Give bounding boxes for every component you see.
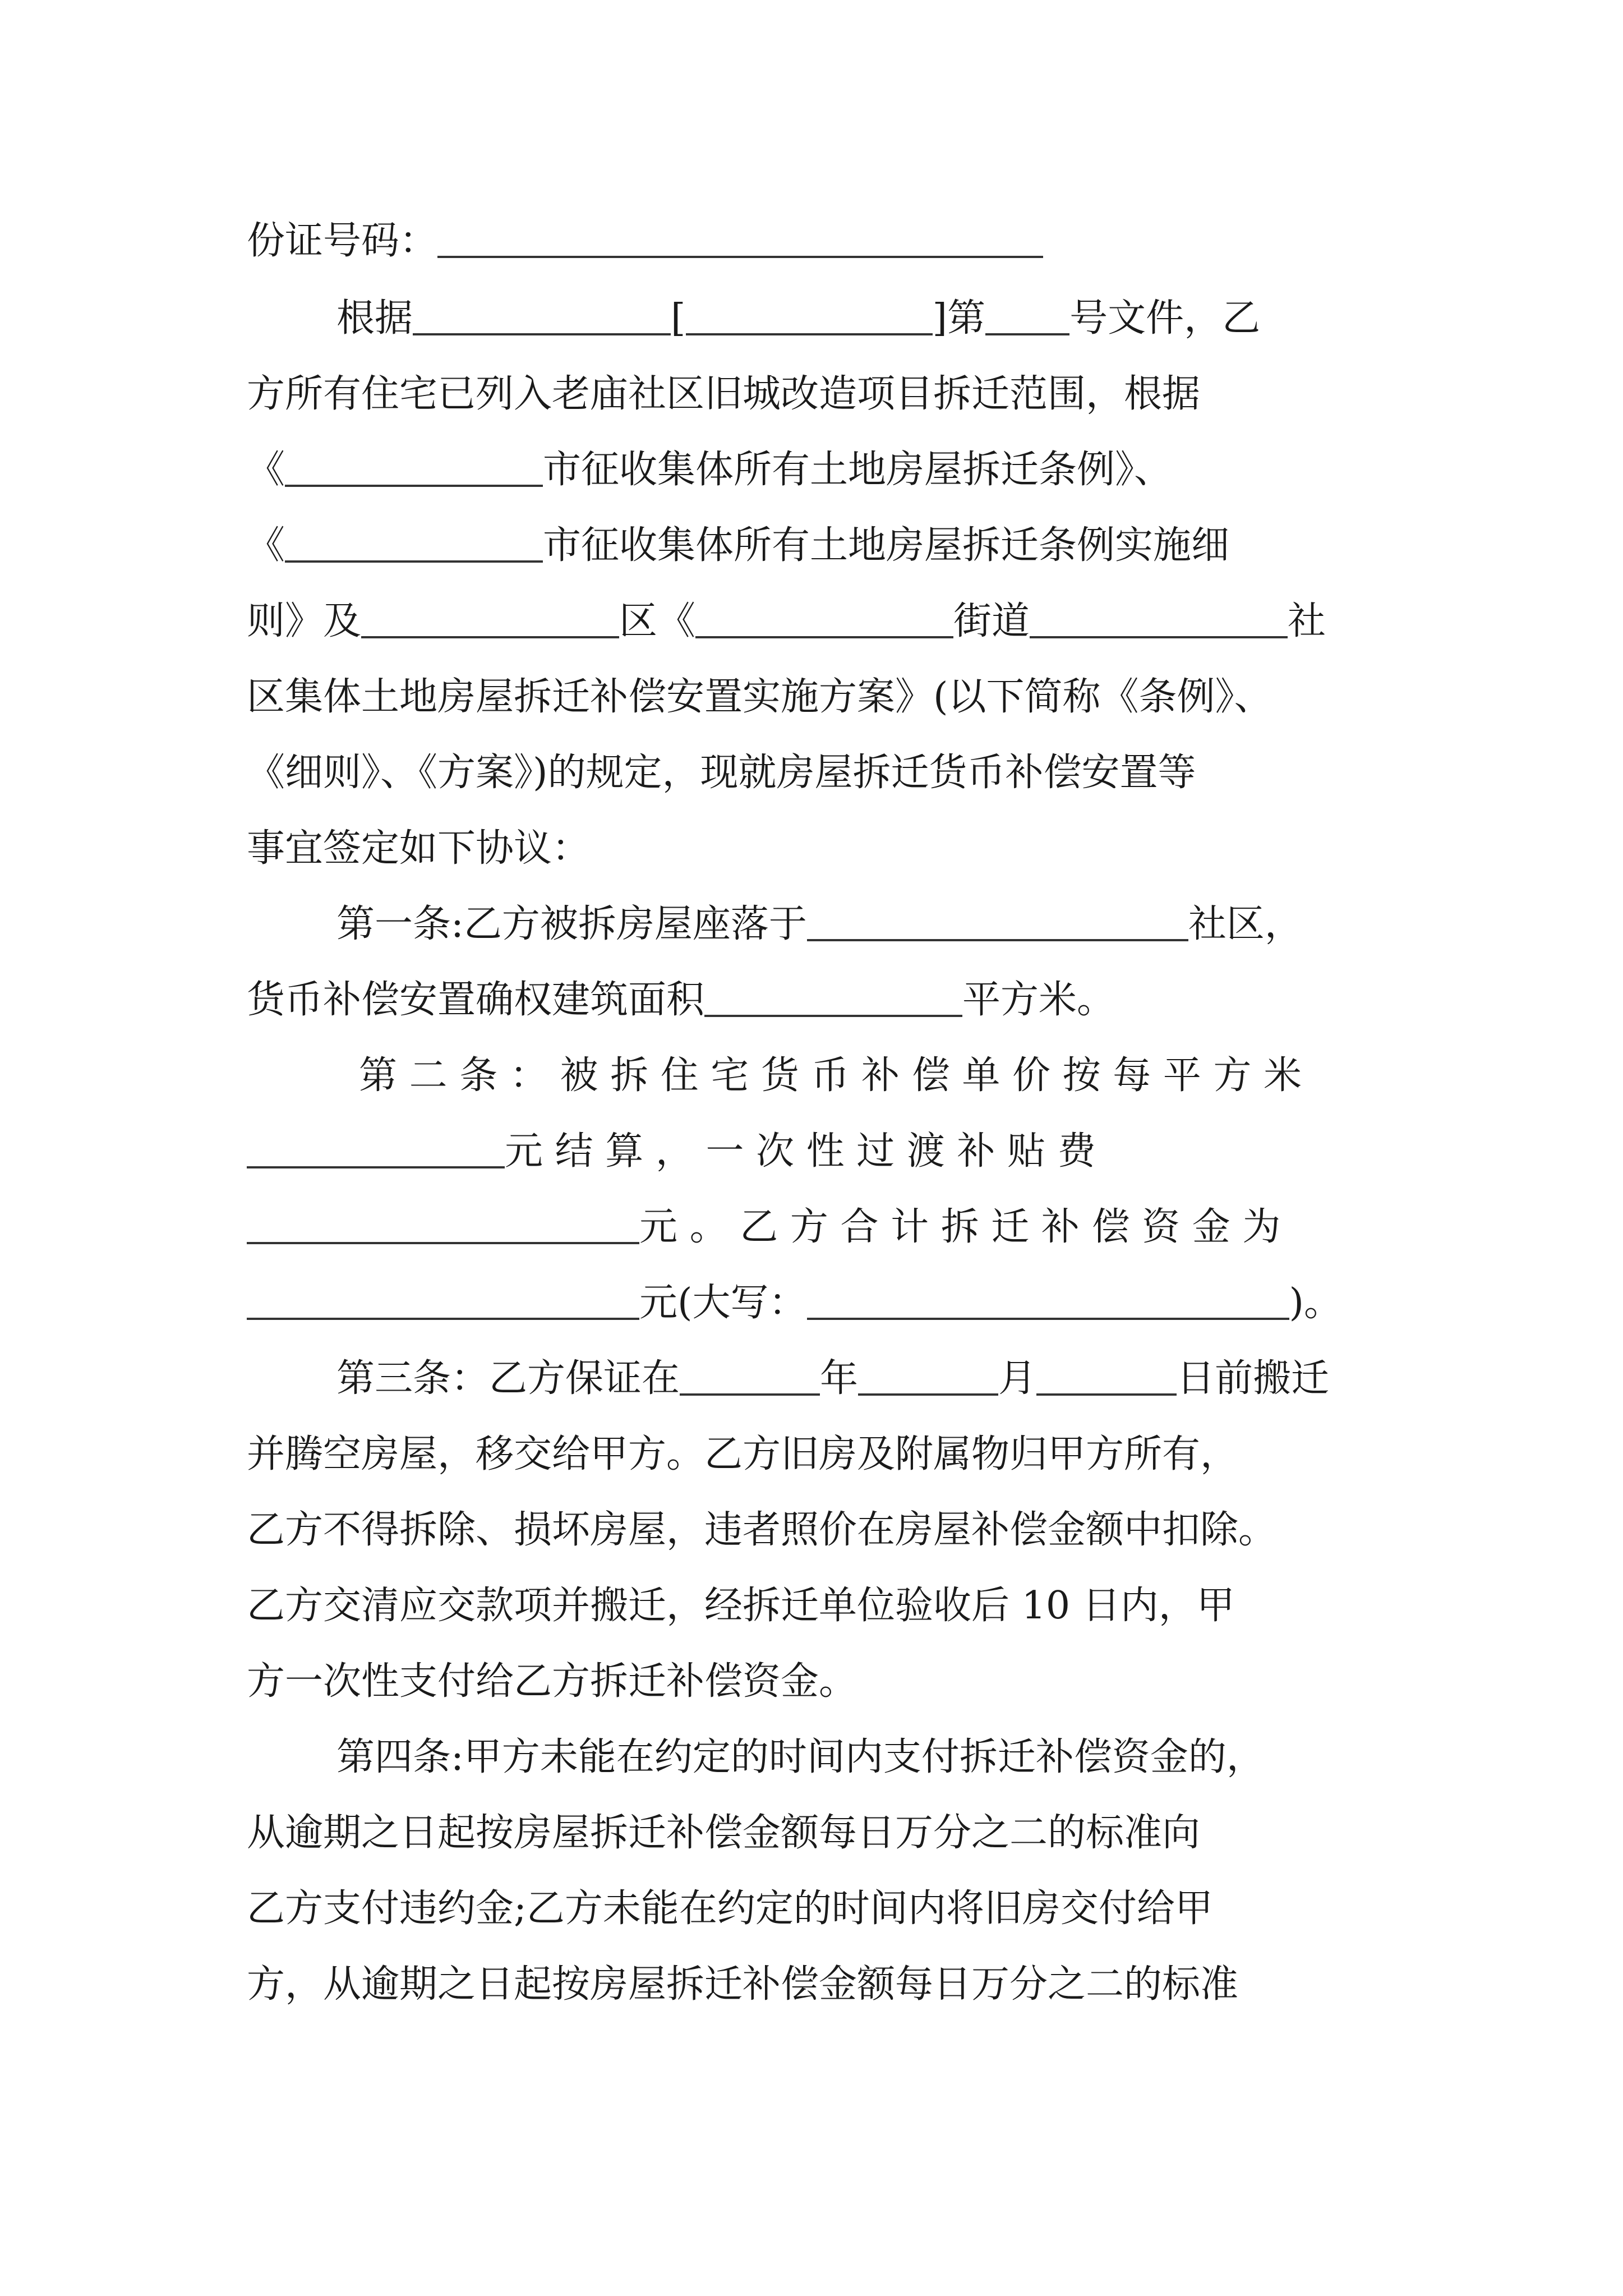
text-line — [247, 1194, 1280, 1261]
text-line — [247, 1572, 1235, 1640]
fill-in-blank[interactable] — [285, 521, 543, 563]
fill-in-blank[interactable] — [1030, 597, 1288, 638]
text-line — [247, 436, 1172, 504]
text-segment: 元 结 算 ， 一 次 性 过 渡 补 贴 费 — [505, 1129, 1096, 1174]
text-line — [336, 1345, 1329, 1412]
text-line — [247, 1269, 1342, 1337]
text-line — [247, 1497, 1276, 1564]
text-line — [247, 664, 1272, 731]
fill-in-blank[interactable] — [695, 597, 953, 638]
text-segment: 事宜签定如下协议： — [247, 826, 591, 871]
text-segment: 第三条：乙方保证在 — [336, 1356, 680, 1401]
text-line — [247, 512, 1229, 579]
text-segment: 乙方不得拆除、损坏房屋，违者照价在房屋补偿金额中扣除。 — [247, 1508, 1277, 1552]
text-line — [336, 1724, 1265, 1791]
text-segment: 社 — [1288, 599, 1326, 643]
fill-in-blank[interactable] — [247, 1278, 639, 1320]
text-segment: [ — [671, 296, 686, 341]
text-segment: 日前搬迁 — [1177, 1356, 1330, 1401]
text-line — [359, 1042, 1302, 1110]
fill-in-blank[interactable] — [858, 1354, 998, 1396]
fill-in-blank[interactable] — [680, 1354, 820, 1396]
text-segment: 方，从逾期之日起按房屋拆迁补偿金额每日万分之二的标准 — [247, 1962, 1239, 2007]
text-segment: 根据 — [336, 296, 413, 341]
text-segment: 货币补偿安置确权建筑面积 — [247, 978, 705, 1022]
text-segment: 元 。 乙 方 合 计 拆 迁 补 偿 资 金 为 — [639, 1205, 1281, 1249]
text-segment: 社区， — [1188, 902, 1303, 946]
text-line — [247, 967, 1115, 1034]
text-segment: 街道 — [953, 599, 1030, 643]
text-line — [247, 1800, 1200, 1867]
text-segment: 并腾空房屋，移交给甲方。乙方旧房及附属物归甲方所有， — [247, 1432, 1239, 1476]
text-line — [336, 285, 1260, 352]
text-segment: 第四条:甲方未能在约定的时间内支付拆迁补偿资金的， — [336, 1735, 1265, 1779]
text-segment: 平方米。 — [962, 978, 1115, 1022]
fill-in-blank[interactable] — [247, 1203, 639, 1244]
fill-in-blank[interactable] — [807, 1278, 1289, 1320]
text-segment: 乙方交清应交款项并搬迁，经拆迁单位验收后 10 日内，甲 — [247, 1584, 1235, 1628]
text-segment: 年 — [820, 1356, 859, 1401]
text-segment: 市征收集体所有土地房屋拆迁条例》、 — [543, 448, 1173, 492]
text-line — [247, 361, 1200, 428]
text-segment: 从逾期之日起按房屋拆迁补偿金额每日万分之二的标准向 — [247, 1811, 1201, 1855]
text-line — [247, 739, 1196, 807]
fill-in-blank[interactable] — [807, 900, 1188, 941]
fill-in-blank[interactable] — [247, 1127, 505, 1168]
text-line — [247, 1118, 1096, 1185]
text-segment: 份证号码： — [247, 219, 438, 263]
text-segment: 第 二 条 ： 被 拆 住 宅 货 币 补 偿 单 价 按 每 平 方 米 — [359, 1053, 1302, 1098]
text-line — [247, 815, 590, 882]
fill-in-blank[interactable] — [686, 294, 933, 335]
text-segment: 市征收集体所有土地房屋拆迁条例实施细 — [543, 523, 1230, 568]
fill-in-blank[interactable] — [361, 597, 619, 638]
text-line — [247, 1951, 1238, 2018]
text-segment: 元(大写： — [639, 1281, 807, 1325]
text-segment: 方所有住宅已列入老庙社区旧城改造项目拆迁范围，根据 — [247, 372, 1201, 416]
text-segment: ]第 — [932, 296, 986, 341]
text-segment: 号文件，乙 — [1069, 296, 1261, 341]
text-line — [247, 1648, 857, 1715]
text-segment: )。 — [1289, 1281, 1343, 1325]
text-line — [247, 208, 1043, 275]
text-segment: 第一条:乙方被拆房屋座落于 — [336, 902, 807, 946]
fill-in-blank[interactable] — [704, 976, 962, 1017]
fill-in-blank[interactable] — [413, 294, 671, 335]
text-segment: 《 — [247, 448, 285, 492]
text-line — [247, 1875, 1213, 1943]
fill-in-blank[interactable] — [1036, 1354, 1177, 1396]
text-line — [336, 891, 1303, 958]
text-line — [247, 1421, 1238, 1488]
text-segment: 方一次性支付给乙方拆迁补偿资金。 — [247, 1659, 857, 1704]
text-segment: 乙方支付违约金;乙方未能在约定的时间内将旧房交付给甲 — [247, 1887, 1213, 1931]
text-segment: 区《 — [619, 599, 696, 643]
text-segment: 《 — [247, 523, 285, 568]
fill-in-blank[interactable] — [437, 217, 1043, 258]
text-segment: 则》及 — [247, 599, 362, 643]
fill-in-blank[interactable] — [985, 294, 1069, 335]
text-segment: 区集体土地房屋拆迁补偿安置实施方案》(以下简称《条例》、 — [247, 675, 1272, 719]
text-line — [247, 588, 1326, 655]
text-segment: 《细则》、《方案》)的规定，现就房屋拆迁货币补偿安置等 — [247, 751, 1196, 795]
text-segment: 月 — [998, 1356, 1037, 1401]
fill-in-blank[interactable] — [285, 445, 543, 487]
